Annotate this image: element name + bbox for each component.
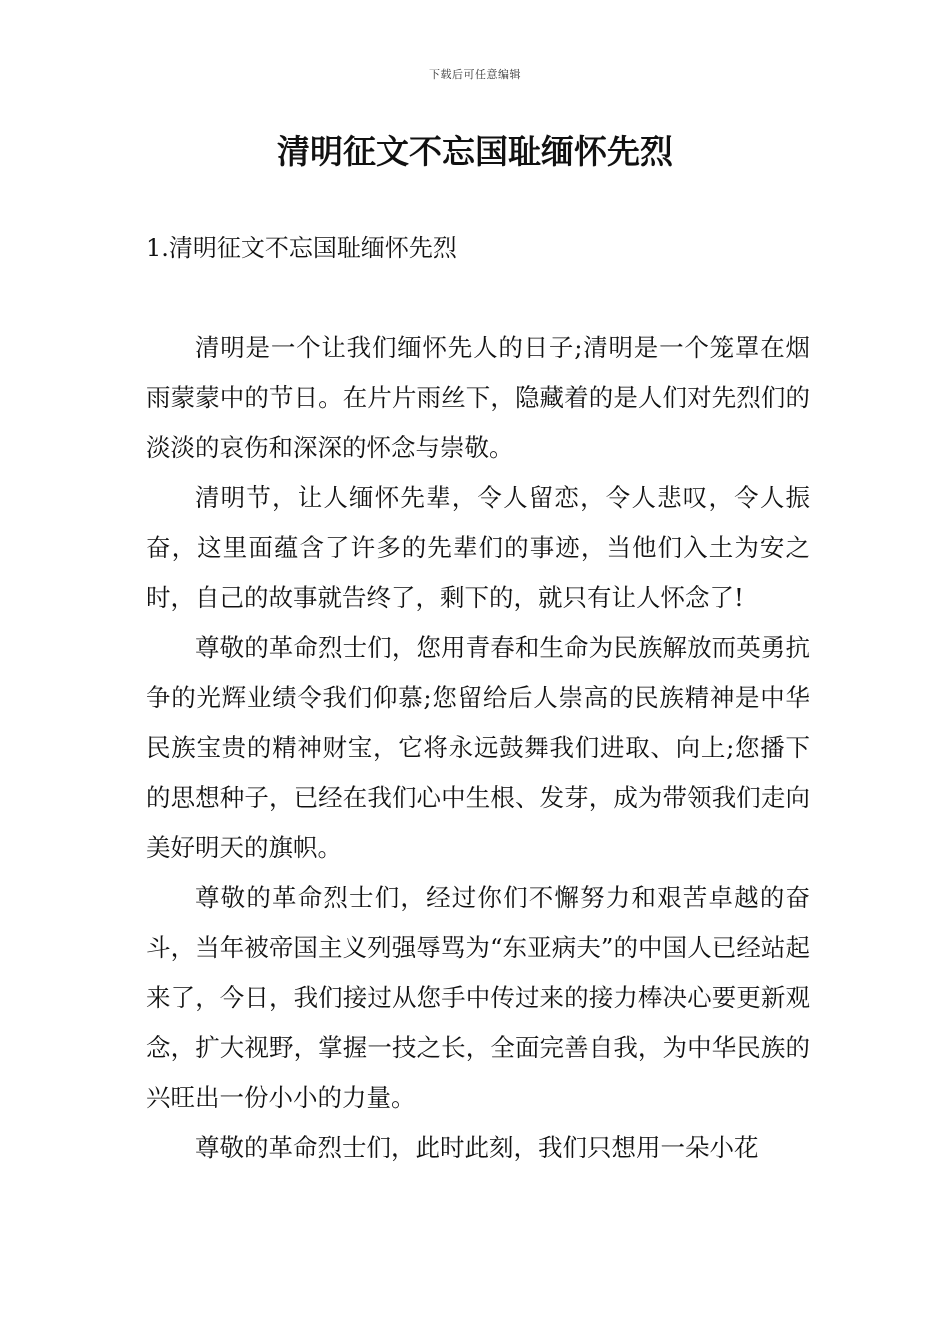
document-body (146, 323, 810, 1173)
header-note: 下载后可任意编辑 (429, 68, 521, 81)
document-title: 清明征文不忘国耻缅怀先烈 (277, 132, 673, 171)
paragraph: 尊敬的革命烈士们，此时此刻，我们只想用一朵小花 (195, 1133, 759, 1162)
paragraph: 尊敬的革命烈士们，经过你们不懈努力和艰苦卓越的奋斗，当年被帝国主义列强辱骂为“东亚病夫”的中国人已经站起来了，今日，我们接过从您手中传过来的接力棒决心要更新观念，扩大视野，掌握一技之长，全面完善自我，为中华民族的兴旺出一份小小的力量。 (146, 883, 810, 1112)
paragraph: 清明节，让人缅怀先辈，令人留恋，令人悲叹，令人振奋，这里面蕴含了许多的先辈们的事迹，当他们入土为安之时，自己的故事就告终了，剩下的，就只有让人怀念了! (146, 483, 810, 612)
section-heading: 1.清明征文不忘国耻缅怀先烈 (146, 234, 457, 262)
paragraph: 尊敬的革命烈士们，您用青春和生命为民族解放而英勇抗争的光辉业绩令我们仰慕;您留给后人崇高的民族精神是中华民族宝贵的精神财宝，它将永远鼓舞我们进取、向上;您播下的思想种子，已经在我们心中生根、发芽，成为带领我们走向美好明天的旗帜。 (146, 633, 810, 862)
paragraph: 清明是一个让我们缅怀先人的日子;清明是一个笼罩在烟雨蒙蒙中的节日。在片片雨丝下，隐藏着的是人们对先烈们的淡淡的哀伤和深深的怀念与崇敬。 (146, 333, 810, 462)
